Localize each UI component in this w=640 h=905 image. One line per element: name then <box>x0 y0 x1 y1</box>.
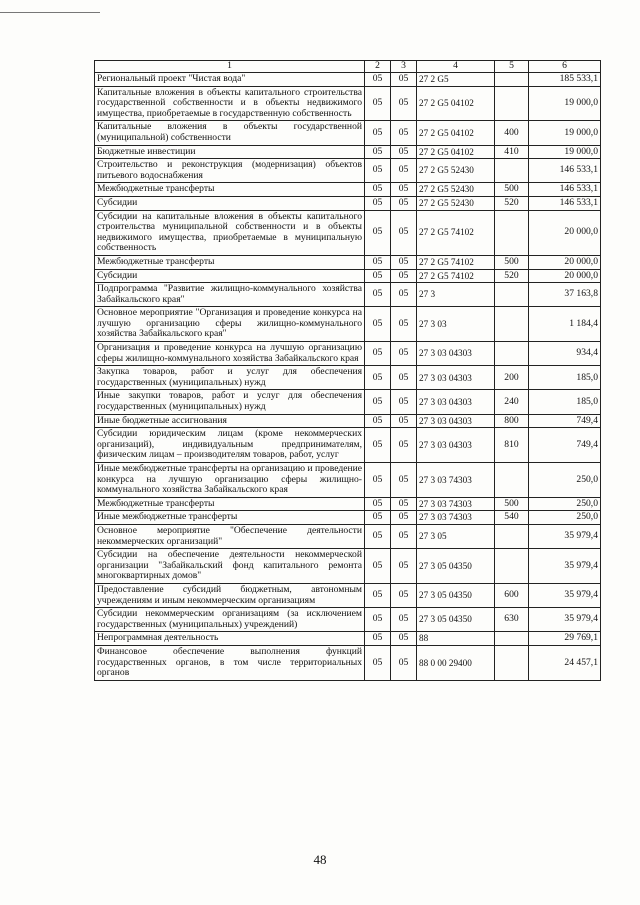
cell-section: 05 <box>365 463 391 498</box>
cell-amount: 35 979,4 <box>529 583 601 607</box>
cell-section: 05 <box>365 121 391 145</box>
cell-subsection: 05 <box>391 183 417 197</box>
table-row <box>95 645 601 680</box>
cell-name: Субсидии <box>95 196 365 210</box>
cell-section: 05 <box>365 159 391 183</box>
cell-amount: 146 533,1 <box>529 183 601 197</box>
cell-target-code: 27 3 03 74303 <box>417 463 495 498</box>
cell-target-code: 27 2 G5 74102 <box>417 255 495 269</box>
cell-subsection: 05 <box>391 73 417 87</box>
cell-section: 05 <box>365 283 391 307</box>
cell-subsection: 05 <box>391 583 417 607</box>
cell-name: Межбюджетные трансферты <box>95 255 365 269</box>
table-row <box>95 196 601 210</box>
cell-amount: 29 769,1 <box>529 632 601 646</box>
cell-name: Капитальные вложения в объекты капитального строительства государственной собственности и в объекты недвижимого имущества, приобретаемые в государственную собственность <box>95 86 365 121</box>
cell-section: 05 <box>365 86 391 121</box>
cell-expense-group: 400 <box>495 121 529 145</box>
cell-expense-group: 500 <box>495 183 529 197</box>
cell-amount: 19 000,0 <box>529 86 601 121</box>
table-row <box>95 342 601 366</box>
cell-section: 05 <box>365 183 391 197</box>
cell-amount: 19 000,0 <box>529 145 601 159</box>
cell-subsection: 05 <box>391 255 417 269</box>
cell-expense-group <box>495 283 529 307</box>
table-row <box>95 428 601 463</box>
cell-name: Иные межбюджетные трансферты на организацию и проведение конкурса на лучшую организацию сферы жилищно-коммунального хозяйства Забайкальского края <box>95 463 365 498</box>
column-header: 6 <box>529 61 601 73</box>
cell-expense-group <box>495 645 529 680</box>
cell-target-code: 27 2 G5 04102 <box>417 86 495 121</box>
cell-target-code: 27 2 G5 04102 <box>417 121 495 145</box>
cell-target-code: 27 3 03 04303 <box>417 428 495 463</box>
cell-target-code: 27 3 <box>417 283 495 307</box>
cell-target-code: 27 3 05 04350 <box>417 549 495 584</box>
table-row <box>95 583 601 607</box>
cell-expense-group <box>495 632 529 646</box>
cell-subsection: 05 <box>391 121 417 145</box>
cell-amount: 20 000,0 <box>529 269 601 283</box>
cell-amount: 185,0 <box>529 390 601 414</box>
column-header: 2 <box>365 61 391 73</box>
cell-subsection: 05 <box>391 210 417 255</box>
cell-section: 05 <box>365 414 391 428</box>
cell-target-code: 27 3 03 74303 <box>417 511 495 525</box>
cell-amount: 934,4 <box>529 342 601 366</box>
cell-amount: 146 533,1 <box>529 196 601 210</box>
cell-target-code: 27 3 03 04303 <box>417 414 495 428</box>
cell-target-code: 27 2 G5 74102 <box>417 269 495 283</box>
cell-target-code: 27 3 03 <box>417 307 495 342</box>
table-row <box>95 145 601 159</box>
cell-amount: 250,0 <box>529 463 601 498</box>
cell-expense-group: 630 <box>495 608 529 632</box>
cell-expense-group: 410 <box>495 145 529 159</box>
cell-section: 05 <box>365 255 391 269</box>
cell-target-code: 27 2 G5 52430 <box>417 183 495 197</box>
cell-section: 05 <box>365 269 391 283</box>
table-row <box>95 255 601 269</box>
cell-name: Капитальные вложения в объекты государственной (муниципальной) собственности <box>95 121 365 145</box>
cell-expense-group <box>495 524 529 548</box>
cell-expense-group <box>495 210 529 255</box>
cell-subsection: 05 <box>391 549 417 584</box>
cell-expense-group: 520 <box>495 196 529 210</box>
cell-section: 05 <box>365 549 391 584</box>
cell-amount: 24 457,1 <box>529 645 601 680</box>
cell-section: 05 <box>365 583 391 607</box>
table-row <box>95 632 601 646</box>
cell-section: 05 <box>365 307 391 342</box>
cell-name: Субсидии некоммерческим организациям (за исключением государственных (муниципальных) учреждений) <box>95 608 365 632</box>
cell-expense-group <box>495 159 529 183</box>
cell-name: Предоставление субсидий бюджетным, автономным учреждениям и иным некоммерческим организациям <box>95 583 365 607</box>
cell-section: 05 <box>365 645 391 680</box>
cell-expense-group <box>495 342 529 366</box>
cell-amount: 20 000,0 <box>529 255 601 269</box>
cell-subsection: 05 <box>391 283 417 307</box>
cell-expense-group: 200 <box>495 366 529 390</box>
cell-section: 05 <box>365 524 391 548</box>
cell-subsection: 05 <box>391 366 417 390</box>
table-row <box>95 366 601 390</box>
cell-target-code: 27 2 G5 52430 <box>417 159 495 183</box>
cell-name: Субсидии на капитальные вложения в объекты капитального строительства муниципальной собственности и в объекты недвижимого имущества, приобретаемые в муниципальную собственность <box>95 210 365 255</box>
cell-subsection: 05 <box>391 307 417 342</box>
cell-subsection: 05 <box>391 608 417 632</box>
cell-target-code: 27 3 03 04303 <box>417 342 495 366</box>
cell-subsection: 05 <box>391 145 417 159</box>
cell-name: Финансовое обеспечение выполнения функций государственных органов, в том числе территориальных органов <box>95 645 365 680</box>
cell-target-code: 27 2 G5 <box>417 73 495 87</box>
cell-target-code: 27 2 G5 04102 <box>417 145 495 159</box>
cell-amount: 749,4 <box>529 414 601 428</box>
cell-amount: 37 163,8 <box>529 283 601 307</box>
cell-name: Региональный проект "Чистая вода" <box>95 73 365 87</box>
cell-name: Иные закупки товаров, работ и услуг для обеспечения государственных (муниципальных) нужд <box>95 390 365 414</box>
cell-amount: 20 000,0 <box>529 210 601 255</box>
cell-amount: 749,4 <box>529 428 601 463</box>
cell-expense-group: 810 <box>495 428 529 463</box>
cell-name: Закупка товаров, работ и услуг для обеспечения государственных (муниципальных) нужд <box>95 366 365 390</box>
cell-target-code: 27 3 05 <box>417 524 495 548</box>
cell-expense-group: 800 <box>495 414 529 428</box>
cell-target-code: 88 0 00 29400 <box>417 645 495 680</box>
cell-amount: 250,0 <box>529 497 601 511</box>
table-row <box>95 73 601 87</box>
cell-expense-group <box>495 307 529 342</box>
cell-name: Основное мероприятие "Обеспечение деятельности некоммерческих организаций" <box>95 524 365 548</box>
cell-section: 05 <box>365 145 391 159</box>
table-row <box>95 463 601 498</box>
table-row <box>95 511 601 525</box>
cell-amount: 185 533,1 <box>529 73 601 87</box>
cell-expense-group: 240 <box>495 390 529 414</box>
cell-name: Организация и проведение конкурса на лучшую организацию сферы жилищно-коммунального хозяйства Забайкальского края <box>95 342 365 366</box>
table-row <box>95 283 601 307</box>
cell-target-code: 27 2 G5 52430 <box>417 196 495 210</box>
cell-section: 05 <box>365 608 391 632</box>
cell-expense-group: 540 <box>495 511 529 525</box>
table-row <box>95 210 601 255</box>
cell-target-code: 27 3 05 04350 <box>417 608 495 632</box>
cell-subsection: 05 <box>391 511 417 525</box>
cell-subsection: 05 <box>391 414 417 428</box>
table-row <box>95 86 601 121</box>
cell-name: Подпрограмма "Развитие жилищно-коммунального хозяйства Забайкальского края" <box>95 283 365 307</box>
column-header: 4 <box>417 61 495 73</box>
cell-section: 05 <box>365 390 391 414</box>
cell-target-code: 88 <box>417 632 495 646</box>
cell-expense-group <box>495 86 529 121</box>
cell-subsection: 05 <box>391 497 417 511</box>
cell-subsection: 05 <box>391 86 417 121</box>
table-body <box>95 73 601 681</box>
cell-target-code: 27 2 G5 74102 <box>417 210 495 255</box>
cell-expense-group <box>495 549 529 584</box>
cell-target-code: 27 3 03 04303 <box>417 366 495 390</box>
cell-name: Межбюджетные трансферты <box>95 183 365 197</box>
table-row <box>95 608 601 632</box>
budget-table <box>94 60 601 681</box>
cell-amount: 35 979,4 <box>529 608 601 632</box>
cell-section: 05 <box>365 366 391 390</box>
table-row <box>95 414 601 428</box>
cell-section: 05 <box>365 428 391 463</box>
cell-section: 05 <box>365 497 391 511</box>
table-row <box>95 307 601 342</box>
column-header: 3 <box>391 61 417 73</box>
cell-expense-group: 520 <box>495 269 529 283</box>
cell-name: Бюджетные инвестиции <box>95 145 365 159</box>
cell-name: Непрограммная деятельность <box>95 632 365 646</box>
cell-expense-group: 500 <box>495 497 529 511</box>
cell-expense-group <box>495 463 529 498</box>
cell-amount: 19 000,0 <box>529 121 601 145</box>
cell-amount: 250,0 <box>529 511 601 525</box>
cell-section: 05 <box>365 210 391 255</box>
page-number: 48 <box>313 852 327 867</box>
cell-amount: 146 533,1 <box>529 159 601 183</box>
table-row <box>95 549 601 584</box>
cell-subsection: 05 <box>391 269 417 283</box>
cell-amount: 35 979,4 <box>529 549 601 584</box>
cell-amount: 1 184,4 <box>529 307 601 342</box>
cell-target-code: 27 3 03 04303 <box>417 390 495 414</box>
table-row <box>95 524 601 548</box>
cell-expense-group <box>495 73 529 87</box>
cell-subsection: 05 <box>391 390 417 414</box>
cell-subsection: 05 <box>391 524 417 548</box>
cell-name: Строительство и реконструкция (модернизация) объектов питьевого водоснабжения <box>95 159 365 183</box>
cell-expense-group: 600 <box>495 583 529 607</box>
table-row <box>95 390 601 414</box>
column-header: 1 <box>95 61 365 73</box>
table-header-row <box>95 61 601 73</box>
table-row <box>95 269 601 283</box>
table-row <box>95 183 601 197</box>
cell-subsection: 05 <box>391 463 417 498</box>
cell-target-code: 27 3 03 74303 <box>417 497 495 511</box>
cell-section: 05 <box>365 196 391 210</box>
table-row <box>95 497 601 511</box>
cell-amount: 185,0 <box>529 366 601 390</box>
cell-name: Субсидии на обеспечение деятельности некоммерческой организации "Забайкальский фонд капитального ремонта многоквартирных домов" <box>95 549 365 584</box>
cell-name: Субсидии юридическим лицам (кроме некоммерческих организаций), индивидуальным предпринимателям, физическим лицам – производителям товаров, работ, услуг <box>95 428 365 463</box>
cell-amount: 35 979,4 <box>529 524 601 548</box>
column-header: 5 <box>495 61 529 73</box>
cell-subsection: 05 <box>391 428 417 463</box>
cell-name: Иные межбюджетные трансферты <box>95 511 365 525</box>
cell-subsection: 05 <box>391 159 417 183</box>
cell-section: 05 <box>365 73 391 87</box>
cell-subsection: 05 <box>391 645 417 680</box>
cell-name: Межбюджетные трансферты <box>95 497 365 511</box>
cell-name: Иные бюджетные ассигнования <box>95 414 365 428</box>
cell-subsection: 05 <box>391 196 417 210</box>
cell-name: Субсидии <box>95 269 365 283</box>
cell-section: 05 <box>365 342 391 366</box>
page-edge-mark <box>0 12 100 13</box>
cell-section: 05 <box>365 511 391 525</box>
cell-subsection: 05 <box>391 632 417 646</box>
cell-name: Основное мероприятие "Организация и проведение конкурса на лучшую организацию сферы жилищно-коммунального хозяйства Забайкальского края" <box>95 307 365 342</box>
cell-subsection: 05 <box>391 342 417 366</box>
cell-section: 05 <box>365 632 391 646</box>
table-row <box>95 159 601 183</box>
cell-expense-group: 500 <box>495 255 529 269</box>
table-row <box>95 121 601 145</box>
cell-target-code: 27 3 05 04350 <box>417 583 495 607</box>
